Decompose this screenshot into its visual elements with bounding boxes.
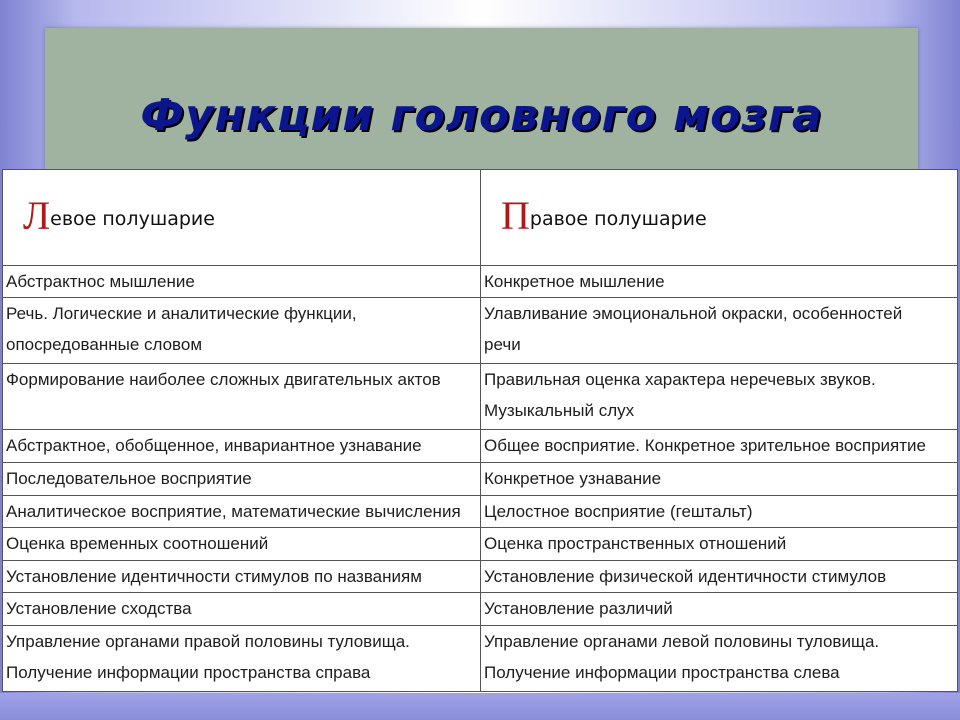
comparison-table (2, 169, 957, 692)
header-left-initial: Л (23, 192, 51, 238)
left-cell (3, 625, 481, 691)
cell-line: Абстрактное, обобщенное, инвариантное узнавание (6, 436, 422, 456)
table-row (3, 462, 958, 495)
left-cell (3, 528, 481, 561)
right-cell (481, 528, 958, 561)
cell-line: опосредованные словом (6, 335, 203, 355)
left-cell (3, 364, 481, 430)
cell-line: Получение информации пространства справа (6, 662, 371, 682)
header-left-label: евое полушарие (50, 207, 215, 230)
slide-title: Функции головного мозга (140, 90, 823, 141)
title-panel (45, 28, 918, 170)
table-row (3, 364, 958, 430)
table-header-row (3, 170, 958, 266)
right-cell (481, 625, 958, 691)
header-right-hemisphere (481, 170, 958, 266)
left-cell (3, 593, 481, 626)
left-cell (3, 462, 481, 495)
cell-line: Установление различий (484, 599, 673, 619)
cell-line: Улавливание эмоциональной окраски, особенностей (484, 304, 903, 324)
cell-line: Целостное восприятие (гештальт) (484, 501, 753, 521)
left-cell (3, 430, 481, 463)
table-row (3, 625, 958, 691)
right-cell (481, 495, 958, 528)
header-right-label: равое полушарие (529, 207, 707, 230)
right-cell (481, 430, 958, 463)
table-row (3, 265, 958, 298)
cell-line: Оценка пространственных отношений (484, 534, 787, 554)
cell-line: речи (484, 335, 521, 355)
cell-line: Установление физической идентичности стимулов (484, 566, 887, 586)
table-row (3, 528, 958, 561)
table-row (3, 560, 958, 593)
header-left-hemisphere (3, 170, 481, 266)
right-cell (481, 593, 958, 626)
cell-line: Абстрактнос мышление (6, 271, 195, 291)
cell-line: Управление органами левой половины туловища. (484, 631, 880, 651)
cell-line: Формирование наиболее сложных двигательных актов (6, 370, 441, 390)
cell-line: Оценка временных соотношений (6, 534, 269, 554)
left-cell (3, 560, 481, 593)
cell-line: Речь. Логические и аналитические функции, (6, 304, 357, 324)
cell-line: Установление сходства (6, 599, 192, 619)
cell-line: Конкретное мышление (484, 271, 665, 291)
cell-line: Последовательное восприятие (6, 468, 252, 488)
table-row (3, 430, 958, 463)
bottom-bar (0, 693, 960, 720)
table-row (3, 593, 958, 626)
cell-line: Конкретное узнавание (484, 468, 662, 488)
cell-line: Аналитическое восприятие, математические вычисления (6, 501, 461, 521)
left-cell (3, 265, 481, 298)
cell-line: Управление органами правой половины туловища. (6, 631, 410, 651)
left-cell (3, 298, 481, 364)
cell-line: Общее восприятие. Конкретное зрительное восприятие (484, 436, 926, 456)
header-right-initial: П (501, 192, 530, 238)
right-cell (481, 265, 958, 298)
right-cell (481, 364, 958, 430)
cell-line: Получение информации пространства слева (484, 662, 840, 682)
right-cell (481, 462, 958, 495)
cell-line: Правильная оценка характера неречевых звуков. (484, 370, 876, 390)
right-cell (481, 560, 958, 593)
table-row (3, 298, 958, 364)
cell-line: Музыкальный слух (484, 401, 635, 421)
table-row (3, 495, 958, 528)
left-cell (3, 495, 481, 528)
right-cell (481, 298, 958, 364)
cell-line: Установление идентичности стимулов по названиям (6, 566, 422, 586)
